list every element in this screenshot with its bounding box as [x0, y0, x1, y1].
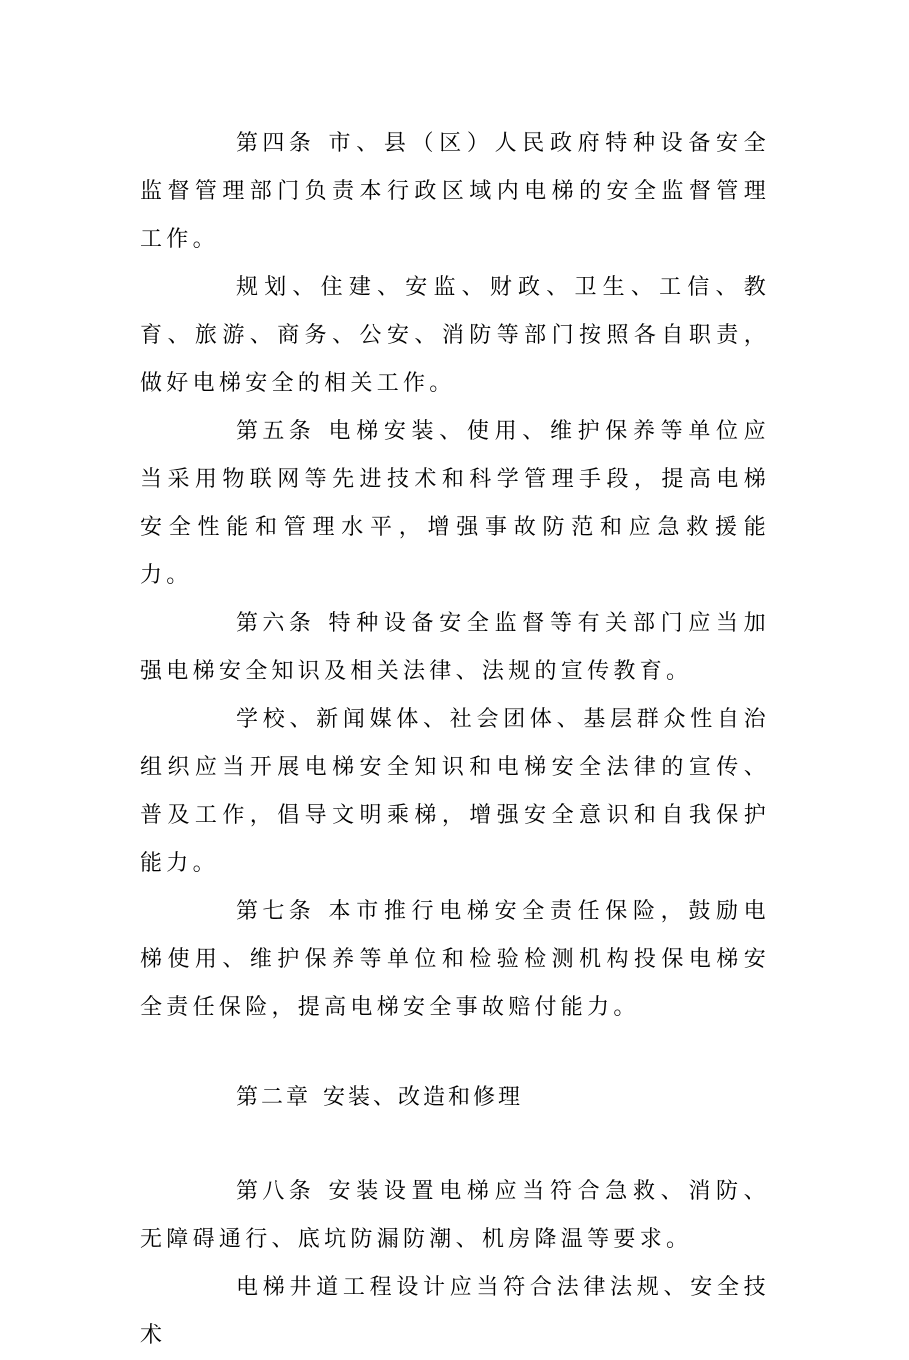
article-4-paragraph: [140, 120, 770, 264]
article-label: 第五条: [236, 419, 316, 444]
article-text: 本市推行电梯安全责任保险，鼓励电梯使用、维护保养等单位和检验检测机构投保电梯安全责任保险，提高电梯安全事故赔付能力。: [140, 899, 770, 1020]
article-label: 第六条: [236, 611, 316, 636]
article-6-clause-2-paragraph: [140, 696, 770, 888]
article-text: 电梯安装、使用、维护保养等单位应当采用物联网等先进技术和科学管理手段，提高电梯安全性能和管理水平，增强事故防范和应急救援能力。: [140, 419, 770, 588]
spacer: [0, 1122, 770, 1168]
article-text: 规划、住建、安监、财政、卫生、工信、教育、旅游、商务、公安、消防等部门按照各自职责，做好电梯安全的相关工作。: [140, 275, 770, 396]
article-text: 特种设备安全监督等有关部门应当加强电梯安全知识及相关法律、法规的宣传教育。: [140, 611, 770, 684]
chapter-label: 第二章: [236, 1085, 312, 1110]
article-text: 安装设置电梯应当符合急救、消防、无障碍通行、底坑防漏防潮、机房降温等要求。: [140, 1179, 770, 1252]
chapter-heading: [236, 1074, 770, 1122]
article-text: 学校、新闻媒体、社会团体、基层群众性自治组织应当开展电梯安全知识和电梯安全法律的宣传、普及工作，倡导文明乘梯，增强安全意识和自我保护能力。: [140, 707, 770, 876]
article-8-clause-2-paragraph: [140, 1264, 770, 1360]
article-label: 第七条: [236, 899, 316, 924]
chapter-title: 安装、改造和修理: [323, 1085, 524, 1110]
article-6-paragraph: [140, 600, 770, 696]
article-7-paragraph: [140, 888, 770, 1032]
article-text: 市、县（区）人民政府特种设备安全监督管理部门负责本行政区域内电梯的安全监督管理工作。: [140, 131, 770, 252]
article-text: 电梯井道工程设计应当符合法律法规、安全技术: [140, 1275, 770, 1348]
article-label: 第四条: [236, 131, 316, 156]
article-4-clause-2-paragraph: [140, 264, 770, 408]
spacer: [0, 1032, 770, 1074]
article-5-paragraph: [140, 408, 770, 600]
document-body: [0, 120, 770, 1360]
article-8-paragraph: [140, 1168, 770, 1264]
article-label: 第八条: [236, 1179, 316, 1204]
